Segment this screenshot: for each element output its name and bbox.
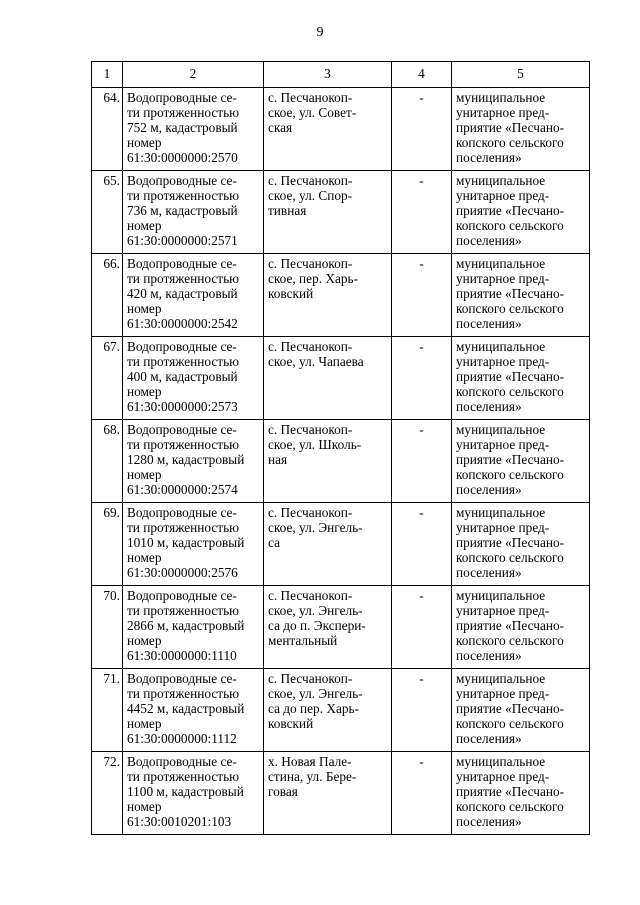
row-number-cell: 71. (92, 669, 123, 752)
owner-line: унитарное пред- (456, 104, 550, 120)
owner-line: муниципальное (456, 588, 546, 603)
object-name-line: 1010 м, кадастровый (127, 534, 245, 550)
owner-line: муниципальное (456, 671, 546, 686)
object-name-cell (123, 171, 264, 254)
owner-line: копского сельского (456, 549, 564, 565)
object-name-line: 61:30:0000000:1110 (127, 647, 237, 663)
owner-cell (452, 669, 590, 752)
address-cell (264, 503, 392, 586)
address-line: стина, ул. Бере- (268, 768, 357, 784)
column-4-cell: - (392, 254, 452, 337)
row-number-cell: 68. (92, 420, 123, 503)
address-line: с. Песчанокоп- (268, 256, 353, 271)
address-line: ское, ул. Энгель- (268, 685, 363, 701)
object-name-line: 61:30:0000000:2570 (127, 149, 238, 165)
address-line: ковский (268, 715, 314, 731)
column-4-cell: - (392, 586, 452, 669)
object-name-line: Водопроводные се- (127, 505, 237, 520)
header-cell-5: 5 (452, 62, 590, 88)
column-4-cell: - (392, 669, 452, 752)
table-row (92, 171, 590, 254)
owner-line: унитарное пред- (456, 187, 550, 203)
table-row (92, 88, 590, 171)
object-name-line: ти протяженностью (127, 685, 240, 701)
address-line: са (268, 534, 280, 550)
object-name-line: Водопроводные се- (127, 754, 237, 769)
address-line: с. Песчанокоп- (268, 505, 353, 520)
object-name-line: номер (127, 632, 162, 648)
address-cell (264, 752, 392, 835)
object-name-line: номер (127, 466, 162, 482)
address-line: ковский (268, 285, 314, 301)
object-name-line: 2866 м, кадастровый (127, 617, 245, 633)
owner-line: унитарное пред- (456, 436, 550, 452)
owner-line: приятие «Песчано- (456, 202, 565, 218)
address-line: са до п. Экспери- (268, 617, 366, 633)
object-name-line: 1100 м, кадастровый (127, 783, 244, 799)
address-line: с. Песчанокоп- (268, 588, 353, 603)
address-line: ментальный (268, 632, 338, 648)
owner-line: приятие «Песчано- (456, 285, 565, 301)
owner-cell (452, 503, 590, 586)
owner-line: приятие «Песчано- (456, 534, 565, 550)
row-number-cell: 64. (92, 88, 123, 171)
object-name-cell (123, 420, 264, 503)
object-name-cell (123, 586, 264, 669)
object-name-cell (123, 254, 264, 337)
address-line: ная (268, 451, 288, 467)
column-4-cell: - (392, 752, 452, 835)
owner-line: муниципальное (456, 90, 546, 105)
address-line: с. Песчанокоп- (268, 422, 353, 437)
object-name-cell (123, 503, 264, 586)
address-line: говая (268, 783, 298, 799)
object-name-line: 61:30:0000000:2571 (127, 232, 238, 248)
row-number-cell: 72. (92, 752, 123, 835)
address-cell (264, 586, 392, 669)
header-row (92, 62, 590, 88)
owner-line: поселения» (456, 813, 522, 829)
address-line: ское, ул. Совет- (268, 104, 357, 120)
object-name-line: 61:30:0000000:1112 (127, 730, 237, 746)
object-name-line: Водопроводные се- (127, 422, 237, 437)
owner-line: унитарное пред- (456, 768, 550, 784)
object-name-line: ти протяженностью (127, 768, 240, 784)
owner-line: муниципальное (456, 339, 546, 354)
owner-line: поселения» (456, 730, 522, 746)
owner-cell (452, 420, 590, 503)
owner-line: унитарное пред- (456, 602, 550, 618)
owner-line: унитарное пред- (456, 685, 550, 701)
address-cell (264, 88, 392, 171)
owner-line: копского сельского (456, 383, 564, 399)
address-line: с. Песчанокоп- (268, 339, 353, 354)
object-name-cell (123, 88, 264, 171)
object-name-line: Водопроводные се- (127, 671, 237, 686)
table-row (92, 420, 590, 503)
owner-cell (452, 171, 590, 254)
object-name-cell (123, 337, 264, 420)
table-row (92, 669, 590, 752)
address-cell (264, 420, 392, 503)
header-cell-1: 1 (92, 62, 123, 88)
address-line: ское, ул. Школь- (268, 436, 362, 452)
owner-line: приятие «Песчано- (456, 700, 565, 716)
object-name-line: ти протяженностью (127, 519, 240, 535)
object-name-line: ти протяженностью (127, 187, 240, 203)
owner-cell (452, 752, 590, 835)
object-name-line: номер (127, 549, 162, 565)
address-line: с. Песчанокоп- (268, 90, 353, 105)
object-name-line: номер (127, 715, 162, 731)
owner-line: приятие «Песчано- (456, 368, 565, 384)
owner-line: приятие «Песчано- (456, 119, 565, 135)
object-name-line: ти протяженностью (127, 104, 240, 120)
owner-line: поселения» (456, 481, 522, 497)
header-cell-4: 4 (392, 62, 452, 88)
address-cell (264, 669, 392, 752)
owner-line: копского сельского (456, 217, 564, 233)
row-number-cell: 69. (92, 503, 123, 586)
table-row (92, 752, 590, 835)
object-name-cell (123, 669, 264, 752)
owner-line: муниципальное (456, 422, 546, 437)
object-name-line: 400 м, кадастровый (127, 368, 238, 384)
object-name-line: Водопроводные се- (127, 173, 237, 188)
object-name-line: Водопроводные се- (127, 256, 237, 271)
address-line: с. Песчанокоп- (268, 173, 353, 188)
owner-line: муниципальное (456, 256, 546, 271)
column-4-cell: - (392, 171, 452, 254)
owner-line: копского сельского (456, 466, 564, 482)
page-number: 9 (316, 25, 324, 40)
object-name-line: 752 м, кадастровый (127, 119, 238, 135)
object-name-line: номер (127, 798, 162, 814)
object-name-line: номер (127, 134, 162, 150)
registry-table (91, 61, 590, 835)
object-name-line: ти протяженностью (127, 436, 240, 452)
object-name-line: номер (127, 217, 162, 233)
object-name-line: Водопроводные се- (127, 90, 237, 105)
column-4-cell: - (392, 88, 452, 171)
object-name-line: 1280 м, кадастровый (127, 451, 245, 467)
owner-cell (452, 254, 590, 337)
owner-line: унитарное пред- (456, 270, 550, 286)
owner-line: копского сельского (456, 632, 564, 648)
address-line: ское, ул. Энгель- (268, 602, 363, 618)
address-cell (264, 337, 392, 420)
object-name-line: 736 м, кадастровый (127, 202, 238, 218)
owner-line: поселения» (456, 149, 522, 165)
owner-line: поселения» (456, 315, 522, 331)
header-cell-3: 3 (264, 62, 392, 88)
address-line: ское, ул. Чапаева (268, 353, 364, 369)
column-4-cell: - (392, 503, 452, 586)
header-cell-2: 2 (123, 62, 264, 88)
object-name-line: ти протяженностью (127, 270, 240, 286)
object-name-line: 61:30:0010201:103 (127, 813, 232, 829)
owner-line: приятие «Песчано- (456, 783, 565, 799)
column-4-cell: - (392, 337, 452, 420)
owner-line: копского сельского (456, 715, 564, 731)
object-name-line: ти протяженностью (127, 353, 240, 369)
object-name-line: 4452 м, кадастровый (127, 700, 245, 716)
owner-line: муниципальное (456, 754, 546, 769)
object-name-line: номер (127, 300, 162, 316)
address-line: ское, ул. Энгель- (268, 519, 363, 535)
owner-line: копского сельского (456, 300, 564, 316)
owner-line: копского сельского (456, 798, 564, 814)
owner-line: унитарное пред- (456, 353, 550, 369)
owner-line: поселения» (456, 232, 522, 248)
address-line: ская (268, 119, 293, 135)
table-row (92, 503, 590, 586)
object-name-line: 420 м, кадастровый (127, 285, 238, 301)
owner-line: поселения» (456, 398, 522, 414)
address-line: са до пер. Харь- (268, 700, 359, 716)
object-name-line: 61:30:0000000:2542 (127, 315, 238, 331)
object-name-line: ти протяженностью (127, 602, 240, 618)
table-row (92, 337, 590, 420)
row-number-cell: 66. (92, 254, 123, 337)
owner-line: унитарное пред- (456, 519, 550, 535)
owner-line: поселения» (456, 564, 522, 580)
column-4-cell: - (392, 420, 452, 503)
address-line: тивная (268, 202, 307, 218)
table-row (92, 586, 590, 669)
object-name-line: номер (127, 383, 162, 399)
row-number-cell: 67. (92, 337, 123, 420)
object-name-line: 61:30:0000000:2576 (127, 564, 238, 580)
object-name-line: Водопроводные се- (127, 588, 237, 603)
owner-cell (452, 337, 590, 420)
object-name-line: 61:30:0000000:2574 (127, 481, 238, 497)
owner-line: муниципальное (456, 505, 546, 520)
object-name-line: 61:30:0000000:2573 (127, 398, 238, 414)
address-cell (264, 254, 392, 337)
address-line: с. Песчанокоп- (268, 671, 353, 686)
owner-line: копского сельского (456, 134, 564, 150)
table-body (92, 88, 590, 835)
owner-line: приятие «Песчано- (456, 617, 565, 633)
address-line: х. Новая Пале- (268, 754, 352, 769)
row-number-cell: 70. (92, 586, 123, 669)
address-line: ское, ул. Спор- (268, 187, 353, 203)
owner-line: поселения» (456, 647, 522, 663)
address-cell (264, 171, 392, 254)
object-name-line: Водопроводные се- (127, 339, 237, 354)
object-name-cell (123, 752, 264, 835)
owner-cell (452, 88, 590, 171)
address-line: ское, пер. Харь- (268, 270, 359, 286)
owner-line: приятие «Песчано- (456, 451, 565, 467)
table-row (92, 254, 590, 337)
row-number-cell: 65. (92, 171, 123, 254)
owner-line: муниципальное (456, 173, 546, 188)
owner-cell (452, 586, 590, 669)
